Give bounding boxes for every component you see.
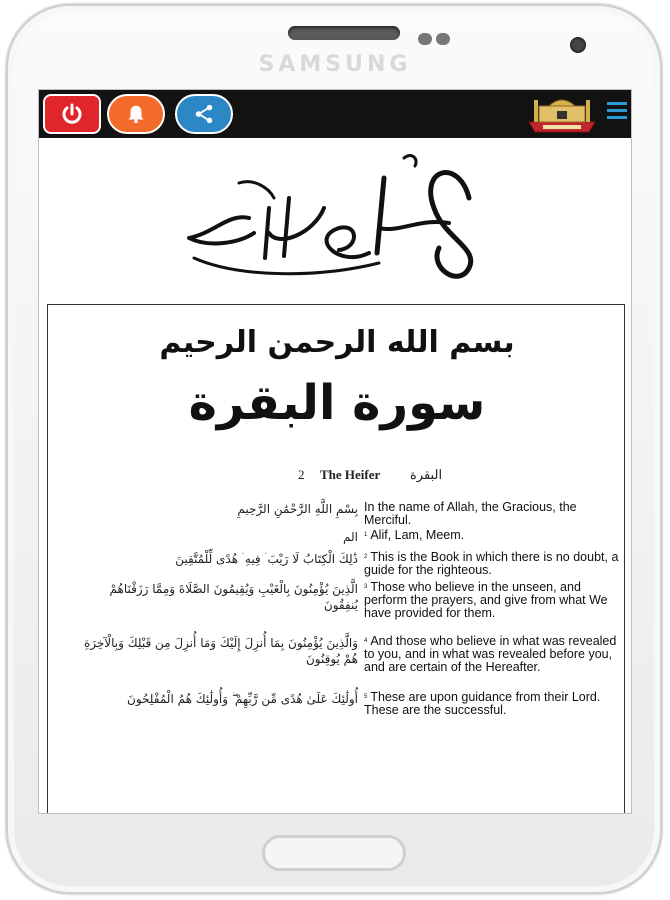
page-number: 2 [298, 467, 305, 482]
verse-number: 2 [364, 554, 368, 561]
verse-english-text: Alif, Lam, Meem. [370, 528, 465, 542]
power-icon [60, 102, 84, 126]
muhammad-rasulullah-calligraphy [39, 138, 632, 298]
verse-number: 4 [364, 638, 368, 645]
verse-arabic: الَّذِينَ يُؤْمِنُونَ بِالْغَيْبِ وَيُقِيمُونَ الصَّلَاةَ وَمِمَّا رَزَقْنَاهُمْ يُنفِقُونَ [109, 582, 358, 612]
app-screen [38, 89, 632, 814]
front-camera [570, 37, 586, 53]
verse-english [364, 551, 622, 577]
verse-arabic: بِسْمِ اللَّهِ الرَّحْمَٰنِ الرَّحِيمِ [237, 502, 358, 516]
quran-page [47, 304, 625, 814]
surah-english-name: The Heifer [320, 467, 381, 482]
notification-button[interactable] [107, 94, 165, 134]
device-brand: SAMSUNG [258, 52, 412, 77]
verse-english [364, 691, 622, 717]
verse-english-text: This is the Book in which there is no doubt, a guide for the righteous. [364, 550, 619, 578]
earpiece-speaker [288, 26, 400, 40]
proximity-sensor [418, 33, 432, 45]
light-sensor [436, 33, 450, 45]
hamburger-menu-icon [607, 102, 627, 105]
verse-arabic: ذَٰلِكَ الْكِتَابُ لَا رَيْبَ ۛ فِيهِ ۛ هُدًى لِّلْمُتَّقِينَ [175, 552, 358, 566]
verse-arabic: الم [343, 530, 358, 544]
app-toolbar [39, 90, 632, 138]
verse-english: In the name of Allah, the Gracious, the Merciful. [364, 500, 577, 527]
menu-button[interactable] [607, 102, 627, 122]
verse-english [364, 529, 622, 542]
verse-english [364, 581, 622, 620]
verse-english-text: Those who believe in the unseen, and perform the prayers, and give from what We have provided for them. [364, 580, 608, 621]
verse-arabic: أُولَٰئِكَ عَلَىٰ هُدًى مِّن رَّبِّهِمْ ۖ وَأُولَٰئِكَ هُمُ الْمُفْلِحُونَ [127, 692, 358, 706]
share-button[interactable] [175, 94, 233, 134]
surah-arabic-name: البقرة [410, 467, 443, 482]
verse-arabic: وَالَّذِينَ يُؤْمِنُونَ بِمَا أُنزِلَ إِلَيْكَ وَمَا أُنزِلَ مِن قَبْلِكَ وَبِالْآخِرَةِ هُمْ يُوقِنُونَ [83, 636, 358, 666]
mosque-logo-icon[interactable] [525, 92, 599, 134]
surah-title: سورة البقرة [188, 375, 486, 431]
bell-icon [125, 103, 147, 125]
verse-number: 3 [364, 584, 368, 591]
verse-number: 5 [364, 694, 368, 701]
verse-number: 1 [364, 532, 368, 539]
verse-english [364, 635, 622, 674]
verse-english-text: And those who believe in what was revealed to you, and in what was revealed before you, and are certain of the Hereafter. [364, 634, 617, 675]
share-icon [193, 103, 215, 125]
power-button[interactable] [43, 94, 101, 134]
home-button[interactable] [262, 835, 406, 871]
verse-english-text: These are upon guidance from their Lord. These are the successful. [364, 690, 601, 718]
basmala-heading: بسم الله الرحمن الرحيم [159, 325, 515, 360]
